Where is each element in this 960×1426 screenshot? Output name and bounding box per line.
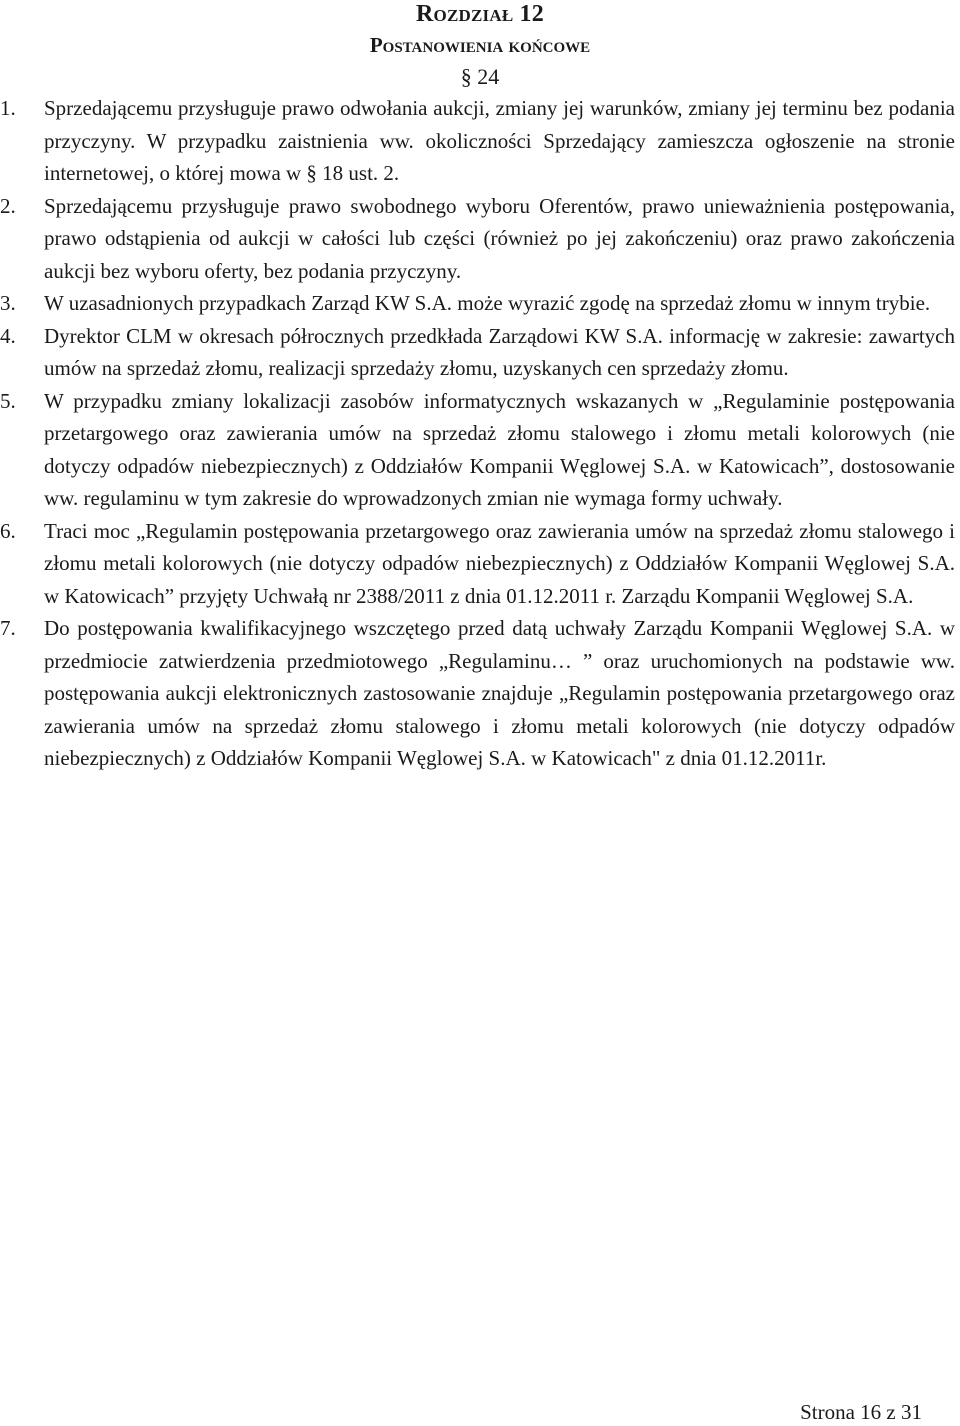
item-text: Sprzedającemu przysługuje prawo swobodnego wyboru Oferentów, prawo unieważnienia postępowania, prawo odstąpienia od aukcji w całości lub części (również po jej zakończeniu) oraz prawo zakończenia aukcji bez wyboru oferty, bez podania przyczyny. bbox=[44, 193, 955, 283]
item-number: 2. bbox=[0, 193, 16, 218]
item-number: 3. bbox=[0, 291, 16, 315]
item-number: 1. bbox=[0, 96, 16, 120]
list-item bbox=[0, 287, 960, 320]
item-text: Do postępowania kwalifikacyjnego wszczętego przed datą uchwały Zarządu Kompanii Węglowej S.A. w przedmiocie zatwierdzenia przedmiotowego „Regulaminu… ” oraz uruchomionych na podstawie ww. postępowania aukcji elektronicznych zastosowanie znajduje „Regulamin postępowania przetargowego oraz zawierania umów na sprzedaż złomu stalowego i złomu metali kolorowych (nie dotyczy odpadów niebezpiecznych) z Oddziałów Kompanii Węglowej S.A. w Katowicach" z dnia 01.12.2011r. bbox=[44, 616, 955, 770]
item-text: Traci moc „Regulamin postępowania przetargowego oraz zawierania umów na sprzedaż złomu stalowego i złomu metali kolorowych (nie dotyczy odpadów niebezpiecznych) z Oddziałów Kompanii Węglowej S.A. w Katowicach” przyjęty Uchwałą nr 2388/2011 z dnia 01.12.2011 r. Zarządu Kompanii Węglowej S.A. bbox=[44, 518, 955, 608]
item-text: W uzasadnionych przypadkach Zarząd KW S.A. może wyrazić zgodę na sprzedaż złomu w innym trybie. bbox=[44, 291, 931, 315]
chapter-subtitle: Postanowienia końcowe bbox=[369, 33, 591, 57]
item-number: 4. bbox=[0, 323, 16, 348]
list-item bbox=[0, 190, 960, 288]
list-item bbox=[0, 515, 960, 613]
list-item bbox=[0, 320, 960, 385]
list-item bbox=[0, 612, 960, 775]
section-number: § 24 bbox=[460, 64, 500, 89]
item-text: W przypadku zmiany lokalizacji zasobów informatycznych wskazanych w „Regulaminie postępowania przetargowego oraz zawierania umów na sprzedaż złomu stalowego i złomu metali kolorowych (nie dotyczy odpadów niebezpiecznych) z Oddziałów Kompanii Węglowej S.A. w Katowicach”, dostosowanie ww. regulaminu w tym zakresie do wprowadzonych zmian nie wymaga formy uchwały. bbox=[44, 388, 955, 510]
page-number: Strona 16 z 31 bbox=[800, 1400, 922, 1424]
item-text: Sprzedającemu przysługuje prawo odwołania aukcji, zmiany jej warunków, zmiany jej terminu bez podania przyczyny. W przypadku zaistnienia ww. okoliczności Sprzedający zamieszcza ogłoszenie na stronie internetowej, o której mowa w § 18 ust. 2. bbox=[44, 96, 955, 185]
item-number: 6. bbox=[0, 518, 16, 543]
chapter-title: Rozdział 12 bbox=[416, 1, 544, 27]
provisions-list bbox=[0, 92, 960, 775]
list-item bbox=[0, 385, 960, 515]
item-number: 7. bbox=[0, 616, 16, 640]
list-item bbox=[0, 92, 960, 190]
item-text: Dyrektor CLM w okresach półrocznych przedkłada Zarządowi KW S.A. informację w zakresie: zawartych umów na sprzedaż złomu, realizacji sprzedaży złomu, uzyskanych cen sprzedaży złomu. bbox=[44, 323, 955, 380]
item-number: 5. bbox=[0, 388, 16, 413]
